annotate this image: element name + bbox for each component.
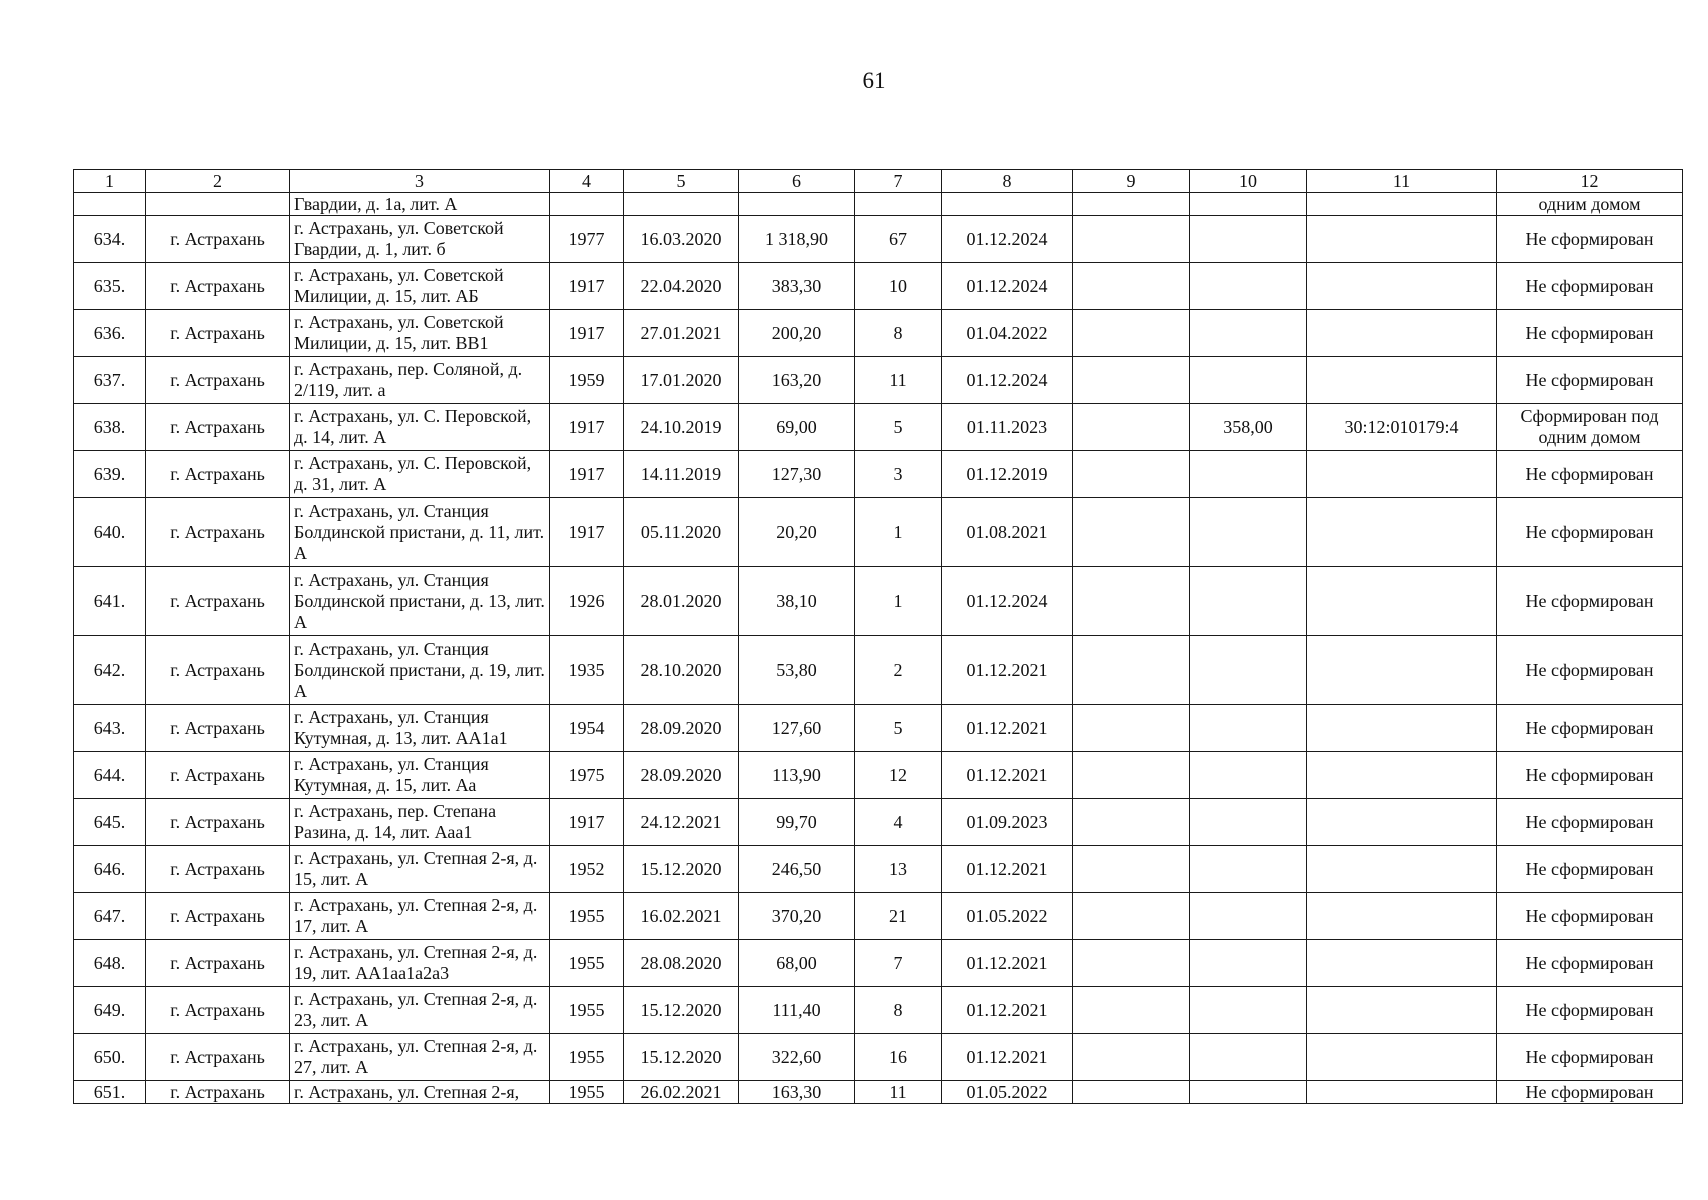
column-header: 3 bbox=[290, 170, 550, 193]
deadline-cell: 01.12.2024 bbox=[942, 567, 1073, 636]
city-cell: г. Астрахань bbox=[146, 357, 290, 404]
residents-cell: 11 bbox=[855, 357, 942, 404]
date-cell: 28.01.2020 bbox=[624, 567, 739, 636]
table-row bbox=[74, 1081, 1683, 1104]
column-number-row bbox=[74, 170, 1683, 193]
residents-cell: 11 bbox=[855, 1081, 942, 1104]
table-cell bbox=[1073, 451, 1190, 498]
year-cell: 1917 bbox=[550, 451, 624, 498]
year-cell: 1952 bbox=[550, 846, 624, 893]
row-number-cell: 649. bbox=[74, 987, 146, 1034]
cadastral-number-cell bbox=[1307, 216, 1497, 263]
area-cell: 163,20 bbox=[739, 357, 855, 404]
cadastral-number-cell bbox=[1307, 893, 1497, 940]
year-cell: 1917 bbox=[550, 310, 624, 357]
status-cell: Не сформирован bbox=[1497, 940, 1683, 987]
table-row bbox=[74, 310, 1683, 357]
deadline-cell: 01.12.2021 bbox=[942, 846, 1073, 893]
deadline-cell: 01.12.2021 bbox=[942, 987, 1073, 1034]
city-cell: г. Астрахань bbox=[146, 263, 290, 310]
city-cell: г. Астрахань bbox=[146, 636, 290, 705]
column-header: 5 bbox=[624, 170, 739, 193]
table-row bbox=[74, 705, 1683, 752]
residents-cell: 21 bbox=[855, 893, 942, 940]
year-cell: 1917 bbox=[550, 404, 624, 451]
land-area-cell bbox=[1190, 893, 1307, 940]
table-row bbox=[74, 799, 1683, 846]
address-cell: г. Астрахань, пер. Соляной, д. 2/119, лит. а bbox=[290, 357, 550, 404]
cadastral-number-cell bbox=[1307, 1034, 1497, 1081]
city-cell: г. Астрахань bbox=[146, 567, 290, 636]
area-cell: 69,00 bbox=[739, 404, 855, 451]
cadastral-number-cell bbox=[1307, 567, 1497, 636]
land-area-cell bbox=[1190, 987, 1307, 1034]
row-number-cell: 651. bbox=[74, 1081, 146, 1104]
table-cell bbox=[1073, 940, 1190, 987]
area-cell: 20,20 bbox=[739, 498, 855, 567]
status-cell: Не сформирован bbox=[1497, 752, 1683, 799]
land-area-cell bbox=[1190, 263, 1307, 310]
cadastral-number-cell bbox=[1307, 799, 1497, 846]
city-cell: г. Астрахань bbox=[146, 498, 290, 567]
date-cell: 22.04.2020 bbox=[624, 263, 739, 310]
area-cell: 68,00 bbox=[739, 940, 855, 987]
area-cell: 111,40 bbox=[739, 987, 855, 1034]
land-area-cell bbox=[1190, 940, 1307, 987]
column-header: 1 bbox=[74, 170, 146, 193]
row-number-cell: 648. bbox=[74, 940, 146, 987]
row-number-cell: 647. bbox=[74, 893, 146, 940]
city-cell: г. Астрахань bbox=[146, 1081, 290, 1104]
year-cell: 1954 bbox=[550, 705, 624, 752]
date-cell: 05.11.2020 bbox=[624, 498, 739, 567]
table-cell bbox=[1073, 193, 1190, 216]
table-row bbox=[74, 404, 1683, 451]
deadline-cell: 01.12.2021 bbox=[942, 705, 1073, 752]
date-cell: 27.01.2021 bbox=[624, 310, 739, 357]
area-cell: 113,90 bbox=[739, 752, 855, 799]
row-number-cell: 643. bbox=[74, 705, 146, 752]
residents-cell: 5 bbox=[855, 705, 942, 752]
date-cell: 26.02.2021 bbox=[624, 1081, 739, 1104]
deadline-cell: 01.09.2023 bbox=[942, 799, 1073, 846]
residents-cell: 12 bbox=[855, 752, 942, 799]
table-cell bbox=[1073, 752, 1190, 799]
deadline-cell: 01.05.2022 bbox=[942, 893, 1073, 940]
area-cell: 127,60 bbox=[739, 705, 855, 752]
cadastral-number-cell bbox=[1307, 1081, 1497, 1104]
cadastral-number-cell bbox=[1307, 987, 1497, 1034]
table-cell bbox=[1073, 567, 1190, 636]
city-cell: г. Астрахань bbox=[146, 216, 290, 263]
table-row bbox=[74, 216, 1683, 263]
status-cell: Не сформирован bbox=[1497, 846, 1683, 893]
table-cell bbox=[1073, 893, 1190, 940]
residents-cell: 1 bbox=[855, 567, 942, 636]
status-cell: Не сформирован bbox=[1497, 567, 1683, 636]
city-cell: г. Астрахань bbox=[146, 404, 290, 451]
year-cell: 1917 bbox=[550, 799, 624, 846]
land-area-cell bbox=[1190, 498, 1307, 567]
table-row bbox=[74, 263, 1683, 310]
residents-cell: 8 bbox=[855, 310, 942, 357]
deadline-cell: 01.05.2022 bbox=[942, 1081, 1073, 1104]
deadline-cell: 01.12.2024 bbox=[942, 263, 1073, 310]
date-cell: 28.10.2020 bbox=[624, 636, 739, 705]
date-cell: 15.12.2020 bbox=[624, 1034, 739, 1081]
address-cell: г. Астрахань, ул. Станция Кутумная, д. 13, лит. АА1а1 bbox=[290, 705, 550, 752]
table-cell bbox=[1073, 636, 1190, 705]
address-cell: Гвардии, д. 1а, лит. А bbox=[290, 193, 550, 216]
address-cell: г. Астрахань, ул. Степная 2-я, д. 19, лит. АА1аа1а2а3 bbox=[290, 940, 550, 987]
address-cell: г. Астрахань, ул. Степная 2-я, д. 15, лит. А bbox=[290, 846, 550, 893]
table-cell bbox=[146, 193, 290, 216]
date-cell: 24.10.2019 bbox=[624, 404, 739, 451]
table-cell bbox=[1307, 193, 1497, 216]
cadastral-number-cell bbox=[1307, 846, 1497, 893]
date-cell: 17.01.2020 bbox=[624, 357, 739, 404]
cadastral-number-cell bbox=[1307, 705, 1497, 752]
city-cell: г. Астрахань bbox=[146, 1034, 290, 1081]
column-header: 2 bbox=[146, 170, 290, 193]
table-cell bbox=[942, 193, 1073, 216]
residents-cell: 5 bbox=[855, 404, 942, 451]
status-cell: Не сформирован bbox=[1497, 1081, 1683, 1104]
row-number-cell: 644. bbox=[74, 752, 146, 799]
status-cell: Не сформирован bbox=[1497, 705, 1683, 752]
status-cell: Не сформирован bbox=[1497, 987, 1683, 1034]
status-cell: одним домом bbox=[1497, 193, 1683, 216]
table-cell bbox=[1073, 705, 1190, 752]
land-area-cell bbox=[1190, 705, 1307, 752]
address-cell: г. Астрахань, ул. Советской Милиции, д. 15, лит. ВВ1 bbox=[290, 310, 550, 357]
deadline-cell: 01.11.2023 bbox=[942, 404, 1073, 451]
row-number-cell: 645. bbox=[74, 799, 146, 846]
table-row bbox=[74, 940, 1683, 987]
year-cell: 1977 bbox=[550, 216, 624, 263]
cadastral-number-cell bbox=[1307, 310, 1497, 357]
table-cell bbox=[1073, 987, 1190, 1034]
column-header: 8 bbox=[942, 170, 1073, 193]
area-cell: 53,80 bbox=[739, 636, 855, 705]
area-cell: 99,70 bbox=[739, 799, 855, 846]
deadline-cell: 01.12.2021 bbox=[942, 1034, 1073, 1081]
area-cell: 200,20 bbox=[739, 310, 855, 357]
column-header: 9 bbox=[1073, 170, 1190, 193]
table-cell bbox=[1190, 193, 1307, 216]
city-cell: г. Астрахань bbox=[146, 940, 290, 987]
table-row bbox=[74, 752, 1683, 799]
row-number-cell: 640. bbox=[74, 498, 146, 567]
cadastral-number-cell bbox=[1307, 498, 1497, 567]
year-cell: 1975 bbox=[550, 752, 624, 799]
date-cell: 15.12.2020 bbox=[624, 846, 739, 893]
city-cell: г. Астрахань bbox=[146, 987, 290, 1034]
row-number-cell: 650. bbox=[74, 1034, 146, 1081]
date-cell: 16.02.2021 bbox=[624, 893, 739, 940]
land-area-cell bbox=[1190, 451, 1307, 498]
date-cell: 28.09.2020 bbox=[624, 705, 739, 752]
continuation-row bbox=[74, 193, 1683, 216]
deadline-cell: 01.12.2019 bbox=[942, 451, 1073, 498]
year-cell: 1935 bbox=[550, 636, 624, 705]
row-number-cell: 635. bbox=[74, 263, 146, 310]
year-cell: 1955 bbox=[550, 1081, 624, 1104]
residents-cell: 16 bbox=[855, 1034, 942, 1081]
table-cell bbox=[1073, 404, 1190, 451]
address-cell: г. Астрахань, ул. Станция Болдинской пристани, д. 19, лит. А bbox=[290, 636, 550, 705]
table-row bbox=[74, 987, 1683, 1034]
table-row bbox=[74, 636, 1683, 705]
area-cell: 370,20 bbox=[739, 893, 855, 940]
deadline-cell: 01.08.2021 bbox=[942, 498, 1073, 567]
cadastral-number-cell bbox=[1307, 940, 1497, 987]
city-cell: г. Астрахань bbox=[146, 752, 290, 799]
year-cell: 1955 bbox=[550, 940, 624, 987]
address-cell: г. Астрахань, ул. Степная 2-я, д. 27, лит. А bbox=[290, 1034, 550, 1081]
table-cell bbox=[550, 193, 624, 216]
address-cell: г. Астрахань, ул. Станция Болдинской пристани, д. 11, лит. А bbox=[290, 498, 550, 567]
address-cell: г. Астрахань, ул. Советской Гвардии, д. 1, лит. б bbox=[290, 216, 550, 263]
row-number-cell: 641. bbox=[74, 567, 146, 636]
residents-cell: 13 bbox=[855, 846, 942, 893]
address-cell: г. Астрахань, ул. Степная 2-я, bbox=[290, 1081, 550, 1104]
area-cell: 163,30 bbox=[739, 1081, 855, 1104]
deadline-cell: 01.04.2022 bbox=[942, 310, 1073, 357]
residents-cell: 2 bbox=[855, 636, 942, 705]
land-area-cell bbox=[1190, 216, 1307, 263]
column-header: 11 bbox=[1307, 170, 1497, 193]
residents-cell: 1 bbox=[855, 498, 942, 567]
row-number-cell: 639. bbox=[74, 451, 146, 498]
cadastral-number-cell bbox=[1307, 451, 1497, 498]
status-cell: Не сформирован bbox=[1497, 451, 1683, 498]
table-cell bbox=[624, 193, 739, 216]
city-cell: г. Астрахань bbox=[146, 846, 290, 893]
cadastral-number-cell bbox=[1307, 752, 1497, 799]
status-cell: Не сформирован bbox=[1497, 636, 1683, 705]
area-cell: 246,50 bbox=[739, 846, 855, 893]
status-cell: Не сформирован bbox=[1497, 263, 1683, 310]
deadline-cell: 01.12.2021 bbox=[942, 940, 1073, 987]
residents-cell: 7 bbox=[855, 940, 942, 987]
area-cell: 127,30 bbox=[739, 451, 855, 498]
column-header: 12 bbox=[1497, 170, 1683, 193]
status-cell: Не сформирован bbox=[1497, 799, 1683, 846]
land-area-cell bbox=[1190, 310, 1307, 357]
table-cell bbox=[1073, 498, 1190, 567]
column-header: 7 bbox=[855, 170, 942, 193]
table-cell bbox=[1073, 216, 1190, 263]
table-row bbox=[74, 498, 1683, 567]
land-area-cell bbox=[1190, 752, 1307, 799]
cadastral-number-cell bbox=[1307, 636, 1497, 705]
land-area-cell bbox=[1190, 636, 1307, 705]
row-number-cell: 634. bbox=[74, 216, 146, 263]
deadline-cell: 01.12.2021 bbox=[942, 636, 1073, 705]
cadastral-number-cell: 30:12:010179:4 bbox=[1307, 404, 1497, 451]
year-cell: 1926 bbox=[550, 567, 624, 636]
status-cell: Не сформирован bbox=[1497, 310, 1683, 357]
cadastral-number-cell bbox=[1307, 357, 1497, 404]
table-row bbox=[74, 357, 1683, 404]
deadline-cell: 01.12.2024 bbox=[942, 216, 1073, 263]
date-cell: 14.11.2019 bbox=[624, 451, 739, 498]
table-cell bbox=[739, 193, 855, 216]
housing-registry-table bbox=[73, 169, 1683, 1104]
year-cell: 1917 bbox=[550, 263, 624, 310]
table-row bbox=[74, 846, 1683, 893]
land-area-cell bbox=[1190, 1081, 1307, 1104]
table-cell bbox=[1073, 310, 1190, 357]
status-cell: Не сформирован bbox=[1497, 893, 1683, 940]
year-cell: 1955 bbox=[550, 893, 624, 940]
land-area-cell bbox=[1190, 357, 1307, 404]
row-number-cell: 636. bbox=[74, 310, 146, 357]
residents-cell: 3 bbox=[855, 451, 942, 498]
table-cell bbox=[1073, 357, 1190, 404]
page-number: 61 bbox=[862, 68, 886, 93]
land-area-cell: 358,00 bbox=[1190, 404, 1307, 451]
table-cell bbox=[1073, 1081, 1190, 1104]
table-cell bbox=[855, 193, 942, 216]
address-cell: г. Астрахань, ул. Станция Болдинской пристани, д. 13, лит. А bbox=[290, 567, 550, 636]
area-cell: 1 318,90 bbox=[739, 216, 855, 263]
row-number-cell: 646. bbox=[74, 846, 146, 893]
date-cell: 16.03.2020 bbox=[624, 216, 739, 263]
city-cell: г. Астрахань bbox=[146, 310, 290, 357]
address-cell: г. Астрахань, ул. Степная 2-я, д. 17, лит. А bbox=[290, 893, 550, 940]
date-cell: 15.12.2020 bbox=[624, 987, 739, 1034]
table-row bbox=[74, 451, 1683, 498]
residents-cell: 10 bbox=[855, 263, 942, 310]
row-number-cell: 638. bbox=[74, 404, 146, 451]
table-cell bbox=[1073, 799, 1190, 846]
address-cell: г. Астрахань, ул. С. Перовской, д. 31, лит. А bbox=[290, 451, 550, 498]
deadline-cell: 01.12.2021 bbox=[942, 752, 1073, 799]
land-area-cell bbox=[1190, 1034, 1307, 1081]
land-area-cell bbox=[1190, 846, 1307, 893]
address-cell: г. Астрахань, ул. Степная 2-я, д. 23, лит. А bbox=[290, 987, 550, 1034]
cadastral-number-cell bbox=[1307, 263, 1497, 310]
deadline-cell: 01.12.2024 bbox=[942, 357, 1073, 404]
residents-cell: 4 bbox=[855, 799, 942, 846]
city-cell: г. Астрахань bbox=[146, 799, 290, 846]
row-number-cell: 637. bbox=[74, 357, 146, 404]
status-cell: Не сформирован bbox=[1497, 1034, 1683, 1081]
land-area-cell bbox=[1190, 799, 1307, 846]
table-cell bbox=[1073, 1034, 1190, 1081]
column-header: 4 bbox=[550, 170, 624, 193]
column-header: 10 bbox=[1190, 170, 1307, 193]
land-area-cell bbox=[1190, 567, 1307, 636]
residents-cell: 67 bbox=[855, 216, 942, 263]
status-cell: Не сформирован bbox=[1497, 216, 1683, 263]
table-cell bbox=[1073, 846, 1190, 893]
status-cell: Не сформирован bbox=[1497, 498, 1683, 567]
table-row bbox=[74, 1034, 1683, 1081]
address-cell: г. Астрахань, ул. Станция Кутумная, д. 15, лит. Аа bbox=[290, 752, 550, 799]
table-cell bbox=[74, 193, 146, 216]
column-header: 6 bbox=[739, 170, 855, 193]
year-cell: 1955 bbox=[550, 1034, 624, 1081]
city-cell: г. Астрахань bbox=[146, 705, 290, 752]
address-cell: г. Астрахань, ул. Советской Милиции, д. 15, лит. АБ bbox=[290, 263, 550, 310]
address-cell: г. Астрахань, ул. С. Перовской, д. 14, лит. А bbox=[290, 404, 550, 451]
area-cell: 38,10 bbox=[739, 567, 855, 636]
date-cell: 24.12.2021 bbox=[624, 799, 739, 846]
year-cell: 1955 bbox=[550, 987, 624, 1034]
table-row bbox=[74, 567, 1683, 636]
residents-cell: 8 bbox=[855, 987, 942, 1034]
status-cell: Сформирован под одним домом bbox=[1497, 404, 1683, 451]
year-cell: 1959 bbox=[550, 357, 624, 404]
status-cell: Не сформирован bbox=[1497, 357, 1683, 404]
year-cell: 1917 bbox=[550, 498, 624, 567]
row-number-cell: 642. bbox=[74, 636, 146, 705]
city-cell: г. Астрахань bbox=[146, 451, 290, 498]
table-row bbox=[74, 893, 1683, 940]
city-cell: г. Астрахань bbox=[146, 893, 290, 940]
area-cell: 322,60 bbox=[739, 1034, 855, 1081]
date-cell: 28.09.2020 bbox=[624, 752, 739, 799]
table-cell bbox=[1073, 263, 1190, 310]
date-cell: 28.08.2020 bbox=[624, 940, 739, 987]
address-cell: г. Астрахань, пер. Степана Разина, д. 14, лит. Ааа1 bbox=[290, 799, 550, 846]
area-cell: 383,30 bbox=[739, 263, 855, 310]
